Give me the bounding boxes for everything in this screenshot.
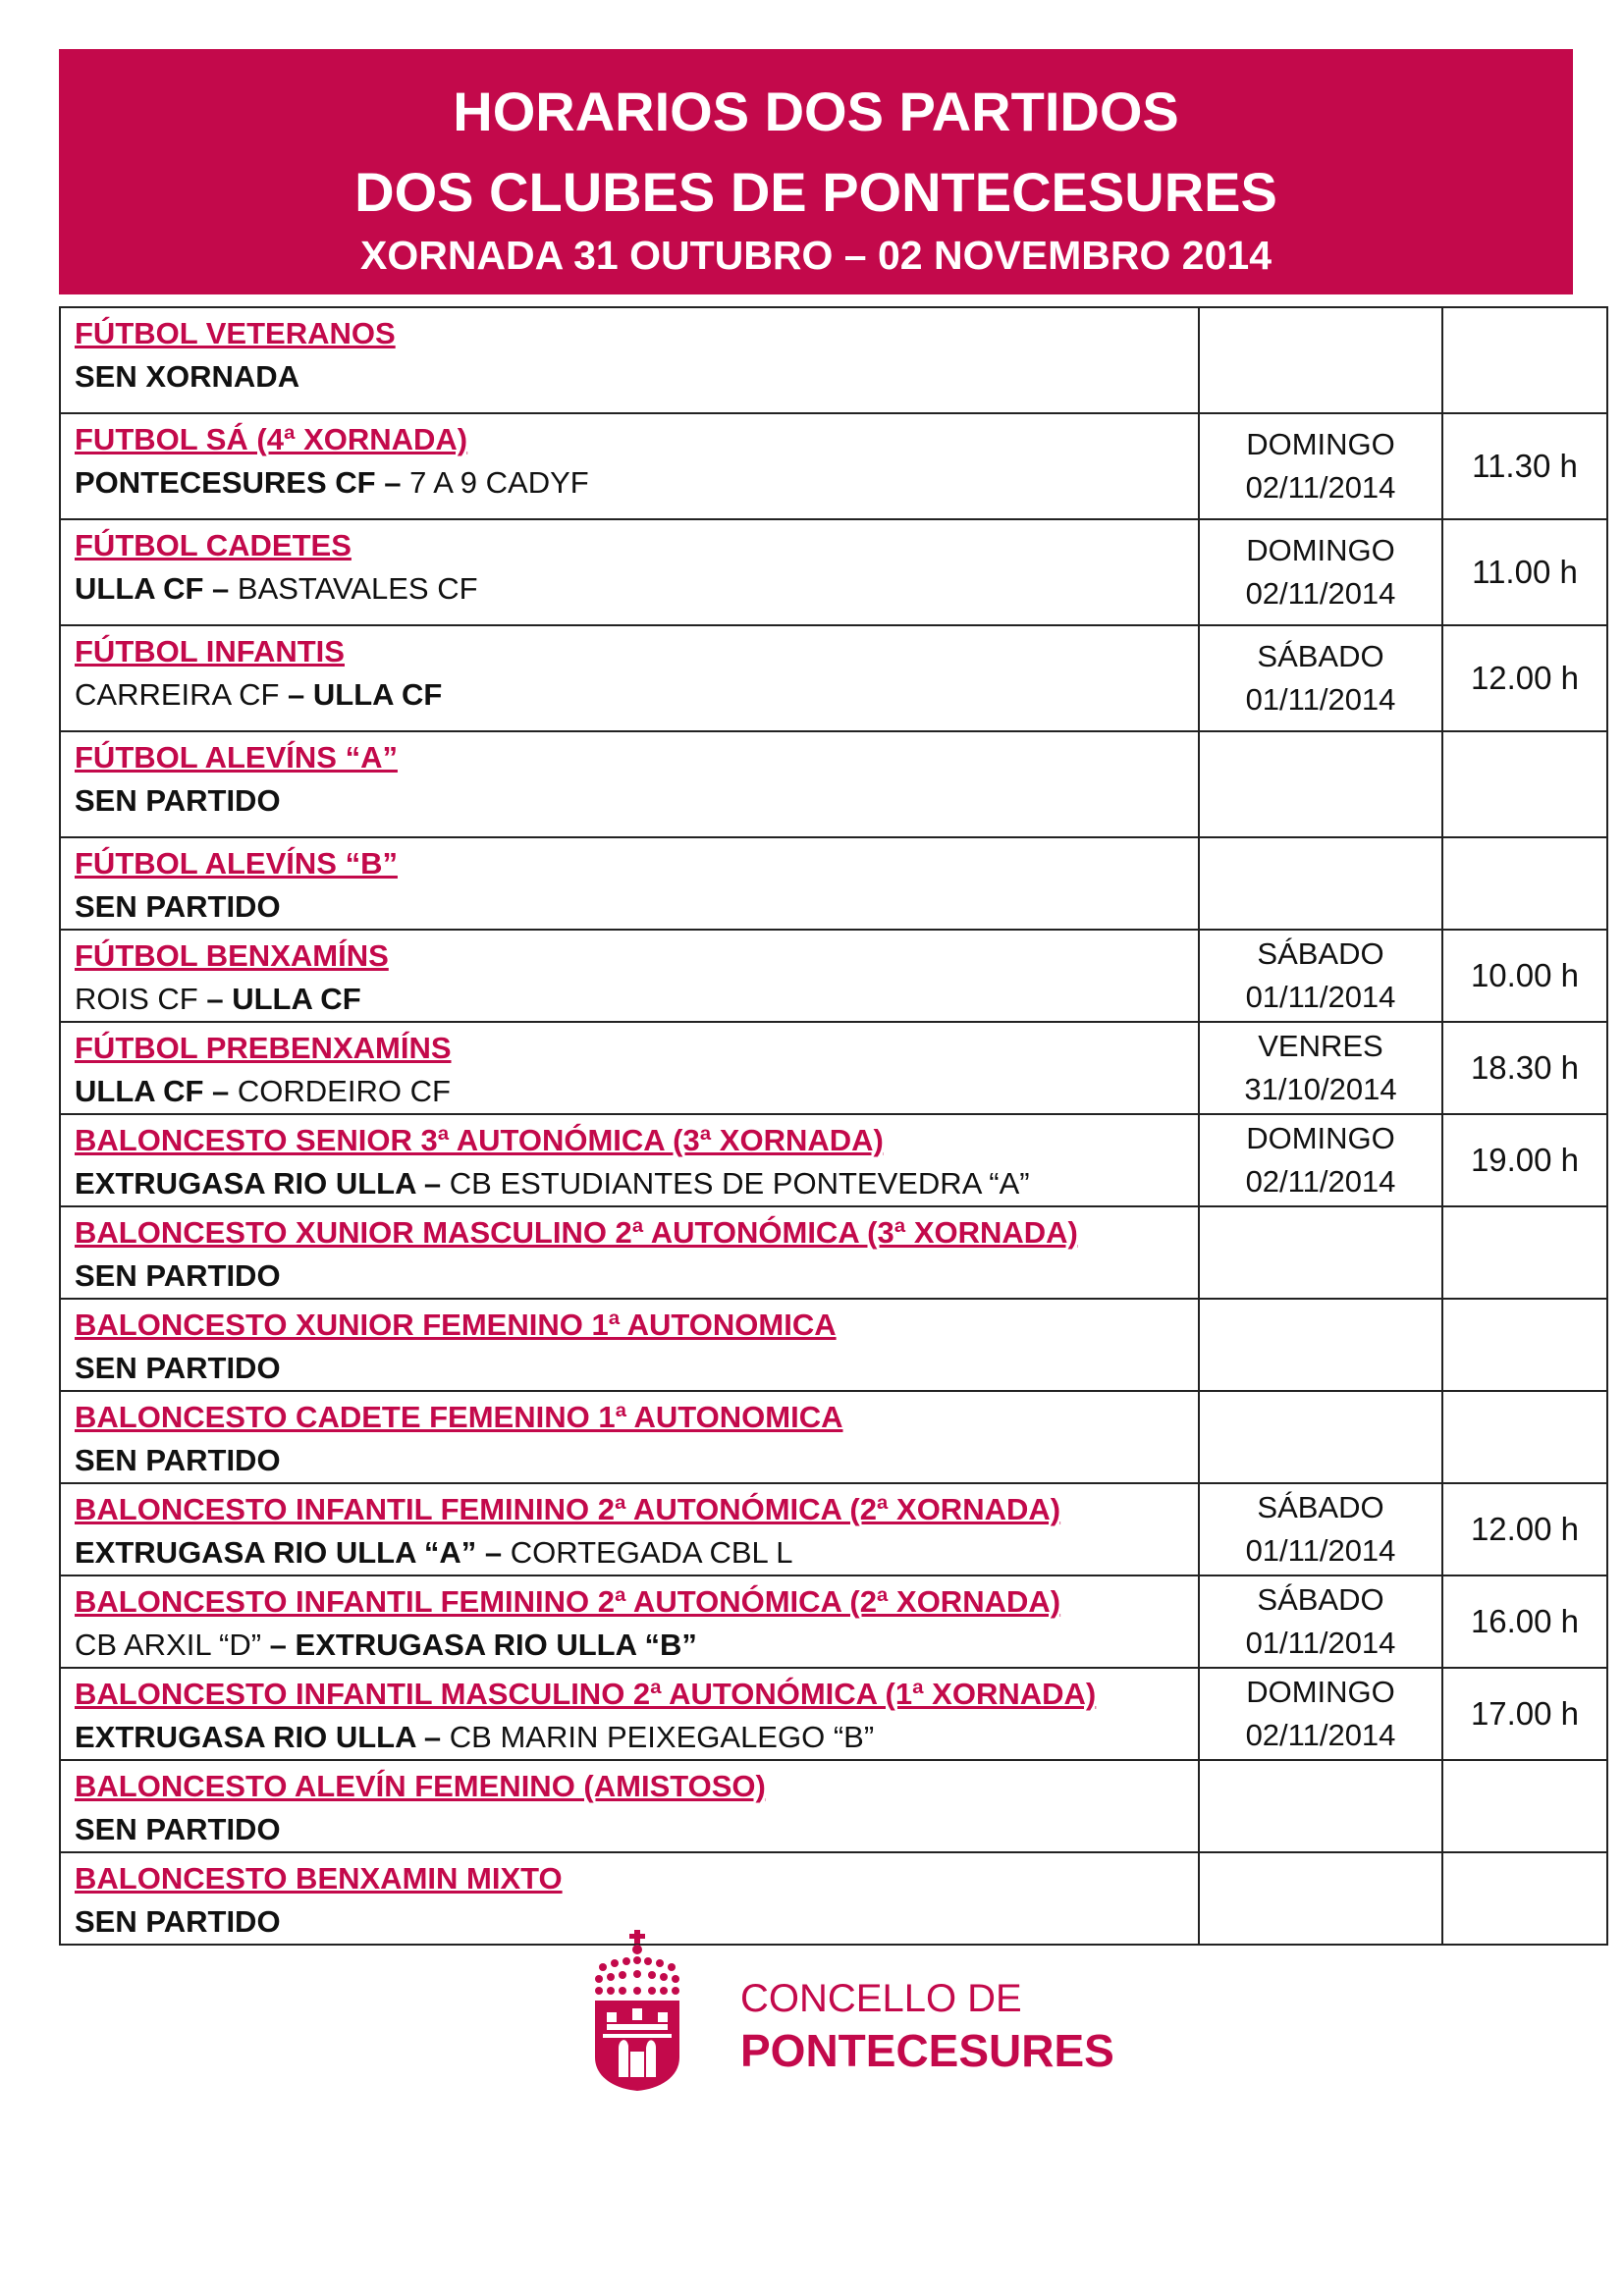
team-text: CORTEGADA CBL L: [510, 1535, 793, 1570]
match-day-cell: [1199, 625, 1442, 731]
schedule-row: [60, 1391, 1607, 1483]
match-teams: [75, 1624, 1184, 1667]
schedule-row: [60, 1760, 1607, 1852]
match-time: [1442, 1206, 1607, 1299]
match-time: [1442, 731, 1607, 837]
category-title: FÚTBOL ALEVÍNS “A”: [75, 740, 398, 774]
schedule-table: [59, 306, 1608, 1946]
team-text: – ULLA CF: [288, 677, 443, 712]
match-cell: [60, 1206, 1199, 1299]
match-time: 10.00 h: [1442, 930, 1607, 1022]
match-weekday: VENRES: [1258, 1029, 1383, 1063]
match-teams: [75, 1531, 1184, 1575]
team-text: CARREIRA CF: [75, 677, 289, 712]
team-text: CB ESTUDIANTES DE PONTEVEDRA “A”: [449, 1166, 1030, 1201]
match-weekday: DOMINGO: [1246, 533, 1395, 567]
schedule-row: [60, 519, 1607, 625]
team-text: EXTRUGASA RIO ULLA –: [75, 1720, 450, 1754]
match-teams: [75, 885, 1184, 929]
schedule-row: [60, 1299, 1607, 1391]
match-day-cell: [1199, 1022, 1442, 1114]
team-text: SEN PARTIDO: [75, 1258, 281, 1293]
category-title: FÚTBOL BENXAMÍNS: [75, 938, 389, 973]
category-title: FUTBOL SÁ (4ª XORNADA): [75, 422, 468, 456]
match-day-cell: [1199, 930, 1442, 1022]
match-time: [1442, 837, 1607, 930]
match-day-cell: [1199, 519, 1442, 625]
team-text: SEN PARTIDO: [75, 1812, 281, 1846]
match-time: [1442, 1299, 1607, 1391]
match-time: [1442, 307, 1607, 413]
match-teams: [75, 1255, 1184, 1298]
schedule-row: [60, 930, 1607, 1022]
match-date: 31/10/2014: [1244, 1072, 1397, 1106]
match-day-cell: [1199, 837, 1442, 930]
schedule-body: [60, 307, 1607, 1945]
category-title: FÚTBOL CADETES: [75, 528, 352, 562]
match-time: 19.00 h: [1442, 1114, 1607, 1206]
match-cell: [60, 930, 1199, 1022]
match-time: 11.30 h: [1442, 413, 1607, 519]
match-cell: [60, 625, 1199, 731]
match-time: [1442, 1391, 1607, 1483]
match-day-cell: [1199, 1575, 1442, 1668]
category-title: BALONCESTO XUNIOR FEMENINO 1ª AUTONOMICA: [75, 1308, 837, 1342]
match-cell: [60, 413, 1199, 519]
team-text: SEN PARTIDO: [75, 1904, 281, 1939]
match-day-cell: [1199, 731, 1442, 837]
match-cell: [60, 1483, 1199, 1575]
match-teams: [75, 461, 1184, 505]
match-time: 12.00 h: [1442, 625, 1607, 731]
category-title: FÚTBOL INFANTIS: [75, 634, 345, 668]
match-cell: [60, 307, 1199, 413]
match-date: 01/11/2014: [1245, 980, 1396, 1014]
schedule-row: [60, 1114, 1607, 1206]
team-text: CORDEIRO CF: [237, 1074, 451, 1108]
town-crest-icon: [593, 1930, 681, 2091]
match-weekday: SÁBADO: [1257, 936, 1384, 971]
category-title: BALONCESTO BENXAMIN MIXTO: [75, 1861, 563, 1896]
match-time: 11.00 h: [1442, 519, 1607, 625]
concello-logo: [593, 1930, 1114, 2091]
header-title-line2: DOS CLUBES DE PONTECESURES: [354, 161, 1277, 223]
match-date: 01/11/2014: [1245, 1533, 1396, 1568]
schedule-row: [60, 837, 1607, 930]
match-weekday: DOMINGO: [1246, 427, 1395, 461]
schedule-row: [60, 1575, 1607, 1668]
match-date: 02/11/2014: [1245, 470, 1396, 505]
match-cell: [60, 519, 1199, 625]
schedule-row: [60, 731, 1607, 837]
schedule-row: [60, 625, 1607, 731]
match-cell: [60, 1022, 1199, 1114]
match-teams: [75, 567, 1184, 611]
category-title: FÚTBOL ALEVÍNS “B”: [75, 846, 398, 881]
schedule-row: [60, 307, 1607, 413]
match-cell: [60, 731, 1199, 837]
match-date: 01/11/2014: [1245, 682, 1396, 717]
match-day-cell: [1199, 413, 1442, 519]
team-text: ROIS CF: [75, 982, 207, 1016]
team-text: EXTRUGASA RIO ULLA –: [75, 1166, 450, 1201]
match-teams: [75, 355, 1184, 399]
match-cell: [60, 837, 1199, 930]
team-text: BASTAVALES CF: [237, 571, 478, 606]
match-time: 18.30 h: [1442, 1022, 1607, 1114]
match-day-cell: [1199, 1760, 1442, 1852]
match-time: [1442, 1852, 1607, 1945]
category-title: BALONCESTO INFANTIL FEMININO 2ª AUTONÓMICA (2ª XORNADA): [75, 1584, 1061, 1619]
match-day-cell: [1199, 1391, 1442, 1483]
match-weekday: DOMINGO: [1246, 1675, 1395, 1709]
team-text: EXTRUGASA RIO ULLA “A” –: [75, 1535, 511, 1570]
team-text: SEN XORNADA: [75, 359, 300, 394]
team-text: 7 A 9 CADYF: [409, 465, 589, 500]
match-time: [1442, 1760, 1607, 1852]
match-cell: [60, 1391, 1199, 1483]
match-weekday: SÁBADO: [1257, 1582, 1384, 1617]
team-text: SEN PARTIDO: [75, 889, 281, 924]
team-text: SEN PARTIDO: [75, 1443, 281, 1477]
header-subtitle: XORNADA 31 OUTUBRO – 02 NOVEMBRO 2014: [359, 233, 1272, 278]
category-title: FÚTBOL VETERANOS: [75, 316, 396, 350]
match-day-cell: [1199, 1852, 1442, 1945]
match-date: 01/11/2014: [1245, 1626, 1396, 1660]
team-text: CB MARIN PEIXEGALEGO “B”: [449, 1720, 875, 1754]
match-cell: [60, 1575, 1199, 1668]
match-teams: [75, 1162, 1184, 1205]
match-weekday: SÁBADO: [1257, 639, 1384, 673]
header-title-line1: HORARIOS DOS PARTIDOS: [453, 80, 1179, 142]
team-text: SEN PARTIDO: [75, 783, 281, 818]
logo-text-concello: CONCELLO DE: [740, 1977, 1022, 2020]
schedule-row: [60, 413, 1607, 519]
category-title: BALONCESTO INFANTIL MASCULINO 2ª AUTONÓMICA (1ª XORNADA): [75, 1677, 1097, 1711]
match-date: 02/11/2014: [1245, 576, 1396, 611]
match-day-cell: [1199, 1114, 1442, 1206]
schedule-row: [60, 1668, 1607, 1760]
match-date: 02/11/2014: [1245, 1164, 1396, 1199]
team-text: SEN PARTIDO: [75, 1351, 281, 1385]
category-title: BALONCESTO SENIOR 3ª AUTONÓMICA (3ª XORNADA): [75, 1123, 884, 1157]
match-time: 12.00 h: [1442, 1483, 1607, 1575]
team-text: PONTECESURES CF –: [75, 465, 410, 500]
schedule-row: [60, 1483, 1607, 1575]
match-teams: [75, 779, 1184, 823]
match-date: 02/11/2014: [1245, 1718, 1396, 1752]
match-teams: [75, 1808, 1184, 1851]
logo-text-pontecesures: PONTECESURES: [740, 2025, 1114, 2076]
match-day-cell: [1199, 1299, 1442, 1391]
match-teams: [75, 673, 1184, 717]
match-teams: [75, 1070, 1184, 1113]
category-title: BALONCESTO XUNIOR MASCULINO 2ª AUTONÓMICA (3ª XORNADA): [75, 1215, 1078, 1250]
match-teams: [75, 1716, 1184, 1759]
match-day-cell: [1199, 307, 1442, 413]
match-day-cell: [1199, 1668, 1442, 1760]
category-title: BALONCESTO INFANTIL FEMININO 2ª AUTONÓMICA (2ª XORNADA): [75, 1492, 1061, 1526]
team-text: – ULLA CF: [206, 982, 361, 1016]
team-text: CB ARXIL “D”: [75, 1628, 270, 1662]
match-day-cell: [1199, 1483, 1442, 1575]
match-cell: [60, 1668, 1199, 1760]
category-title: FÚTBOL PREBENXAMÍNS: [75, 1031, 452, 1065]
match-teams: [75, 1347, 1184, 1390]
category-title: BALONCESTO CADETE FEMENINO 1ª AUTONOMICA: [75, 1400, 843, 1434]
match-teams: [75, 1439, 1184, 1482]
team-text: ULLA CF –: [75, 1074, 238, 1108]
match-day-cell: [1199, 1206, 1442, 1299]
match-cell: [60, 1114, 1199, 1206]
match-cell: [60, 1299, 1199, 1391]
team-text: ULLA CF –: [75, 571, 238, 606]
match-weekday: SÁBADO: [1257, 1490, 1384, 1524]
schedule-row: [60, 1022, 1607, 1114]
match-teams: [75, 978, 1184, 1021]
match-time: 17.00 h: [1442, 1668, 1607, 1760]
team-text: – EXTRUGASA RIO ULLA “B”: [269, 1628, 697, 1662]
match-cell: [60, 1760, 1199, 1852]
page-header: [59, 49, 1573, 294]
category-title: BALONCESTO ALEVÍN FEMENINO (AMISTOSO): [75, 1769, 766, 1803]
match-weekday: DOMINGO: [1246, 1121, 1395, 1155]
match-time: 16.00 h: [1442, 1575, 1607, 1668]
schedule-row: [60, 1206, 1607, 1299]
